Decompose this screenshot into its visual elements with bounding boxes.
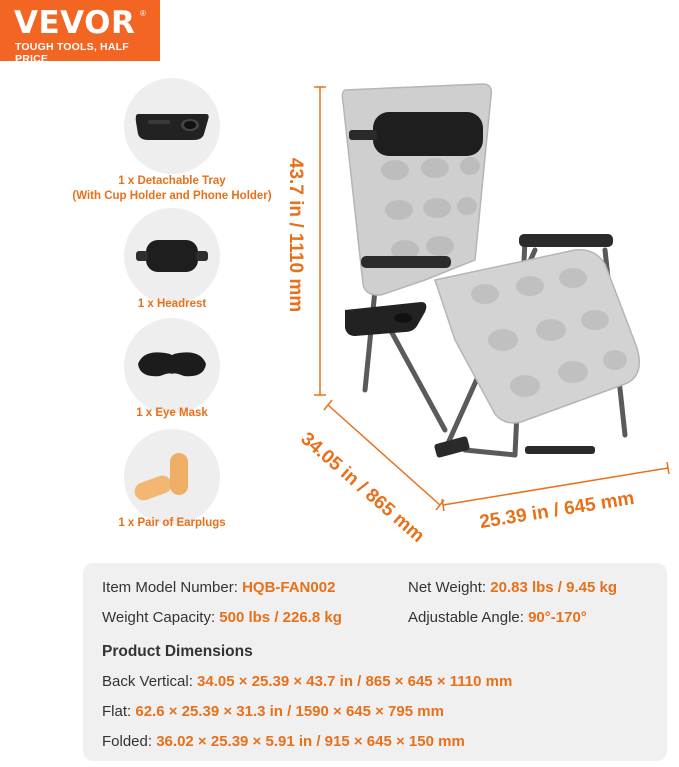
width-dimension-label: 25.39 in / 645 mm: [478, 487, 636, 534]
headrest-label: 1 x Headrest: [137, 298, 207, 310]
folded-label: Folded:: [102, 733, 153, 750]
flat-row: [102, 703, 444, 720]
weight-capacity-value: 500 lbs / 226.8 kg: [219, 609, 342, 626]
depth-dimension-line: [328, 405, 440, 505]
adjustable-angle-value: 90°-170°: [528, 609, 587, 626]
folded-row: [102, 733, 465, 750]
eye-mask-label: 1 x Eye Mask: [136, 407, 208, 419]
adjustable-angle-row: [408, 609, 587, 626]
net-weight-label: Net Weight:: [408, 579, 487, 596]
model-number-row: [102, 579, 335, 596]
adjustable-angle-label: Adjustable Angle:: [408, 609, 524, 626]
tray-label-line1: 1 x Detachable Tray: [118, 175, 226, 187]
back-vertical-row: [102, 673, 512, 690]
specs-panel: [83, 563, 667, 761]
net-weight-value: 20.83 lbs / 9.45 kg: [490, 579, 618, 596]
earplugs-label: 1 x Pair of Earplugs: [118, 517, 226, 529]
back-vertical-label: Back Vertical:: [102, 673, 193, 690]
back-vertical-value: 34.05 × 25.39 × 43.7 in / 865 × 645 × 1110 mm: [197, 673, 513, 690]
folded-value: 36.02 × 25.39 × 5.91 in / 915 × 645 × 150 mm: [156, 733, 465, 750]
brand-registered-mark: ®: [140, 9, 146, 18]
brand-name: VEVOR: [14, 5, 136, 41]
product-dimensions-title: Product Dimensions: [102, 643, 253, 660]
weight-capacity-row: [102, 609, 342, 626]
tray-label-line2: (With Cup Holder and Phone Holder): [72, 190, 272, 202]
model-number-label: Item Model Number:: [102, 579, 238, 596]
net-weight-row: [408, 579, 617, 596]
flat-value: 62.6 × 25.39 × 31.3 in / 1590 × 645 × 795 mm: [135, 703, 444, 720]
flat-label: Flat:: [102, 703, 132, 720]
brand-tagline: TOUGH TOOLS, HALF PRICE: [15, 41, 129, 65]
height-dimension-label: 43.7 in / 1110 mm: [285, 157, 306, 313]
depth-dimension-label: 34.05 in / 865 mm: [296, 428, 429, 547]
weight-capacity-label: Weight Capacity:: [102, 609, 216, 626]
model-number-value: HQB-FAN002: [242, 579, 336, 596]
